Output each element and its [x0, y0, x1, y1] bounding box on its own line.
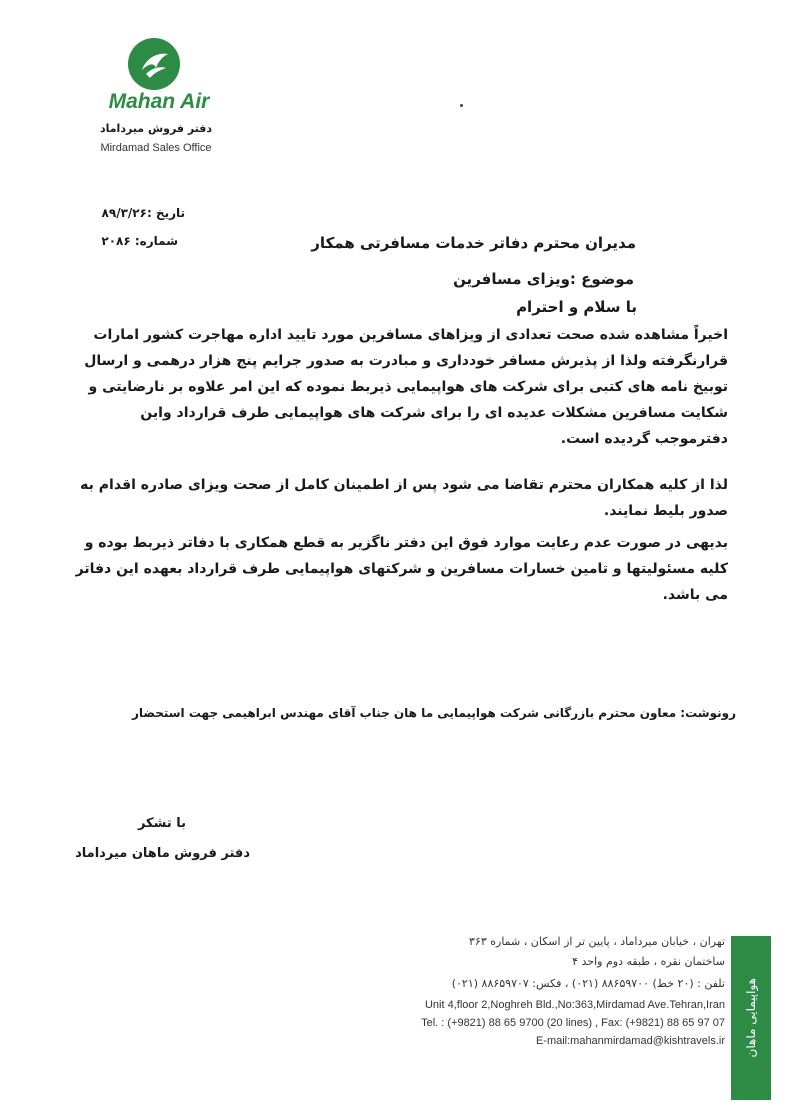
footer-phone-en: Tel. : (+9821) 88 65 9700 (20 lines) , Fax: (+9821) 88 65 97 07: [421, 1017, 725, 1029]
letter-paragraph-2: لذا از کلیه همکاران محترم تقاضا می شود پس از اطمینان کامل از صحت ویزای صادره اقدام به صدور بلیط نمایند.: [80, 477, 728, 519]
footer-phone-fa: تلفن : (۲۰ خط) ۸۸۶۵۹۷۰۰ (۰۲۱) ، فکس: ۸۸۶۵۹۷۰۷ (۰۲۱): [451, 977, 725, 990]
letter-date: تاریخ :۸۹/۳/۲۶: [101, 206, 185, 220]
letter-paragraph-1: اخیراً مشاهده شده صحت تعدادی از ویزاهای مسافرین مورد تایید اداره مهاجرت کشور امارات قرارنگرفته ولذا از پذیرش مسافر خودداری و مبادرت به صدور جرایم پنج هزار درهمی و ارسال توبیخ نامه های کتبی برای شرکت های هواپیمایی ذیربط نموده که این امر علاوه بر نارضایتی و شکایت مسافرین مشکلات عدیده ای را برای شرکت های هواپیمایی طرف قرارداد واین دفترموجب گردیده است.: [84, 327, 728, 447]
office-name-en: Mirdamad Sales Office: [100, 142, 212, 154]
letter-paragraph-3: بدیهی در صورت عدم رعایت موارد فوق این دفتر ناگزیر به قطع همکاری با دفاتر ذیربط بوده و کلیه مسئولیتها و تامین خسارات مسافرین و شرکتهای هواپیمایی طرف قرارداد بعهده این دفاتر می باشد.: [75, 535, 728, 603]
carbon-copy-line: رونوشت: معاون محترم بازرگانی شرکت هواپیمایی ما هان جناب آقای مهندس ابراهیمی جهت استحضار: [131, 706, 736, 720]
closing-thanks: با تشکر: [137, 816, 186, 831]
letterhead-logo: [70, 38, 250, 163]
footer-email: E-mail:mahanmirdamad@kishtravels.ir: [535, 1035, 725, 1047]
footer-address-fa-2: ساختمان نقره ، طبقه دوم واحد ۴: [572, 955, 725, 968]
brand-name: Mahan Air: [108, 90, 210, 113]
letter-recipients: مدیران محترم دفاتر خدمات مسافرتی همکار: [311, 234, 636, 252]
letter-subject: موضوع :ویزای مسافرین: [453, 270, 634, 288]
letter-number: شماره: ۲۰۸۶: [101, 234, 178, 248]
mahan-air-logo-icon: [128, 38, 180, 90]
side-badge-text: هواپیمایی ماهان: [744, 978, 758, 1058]
footer-address-fa-1: تهران ، خیابان میرداماد ، پایین تر از اسکان ، شماره ۳۶۳: [469, 935, 725, 948]
footer-side-badge: [731, 936, 771, 1100]
footer-address-en: Unit 4,floor 2,Noghreh Bld.,No:363,Mirdamad Ave.Tehran,Iran: [424, 999, 725, 1011]
office-name-fa: دفتر فروش میرداماد: [99, 122, 213, 135]
letter-greeting: با سلام و احترام: [516, 298, 637, 316]
speck: [460, 104, 463, 107]
signer-name: دفتر فروش ماهان میرداماد: [75, 846, 250, 861]
